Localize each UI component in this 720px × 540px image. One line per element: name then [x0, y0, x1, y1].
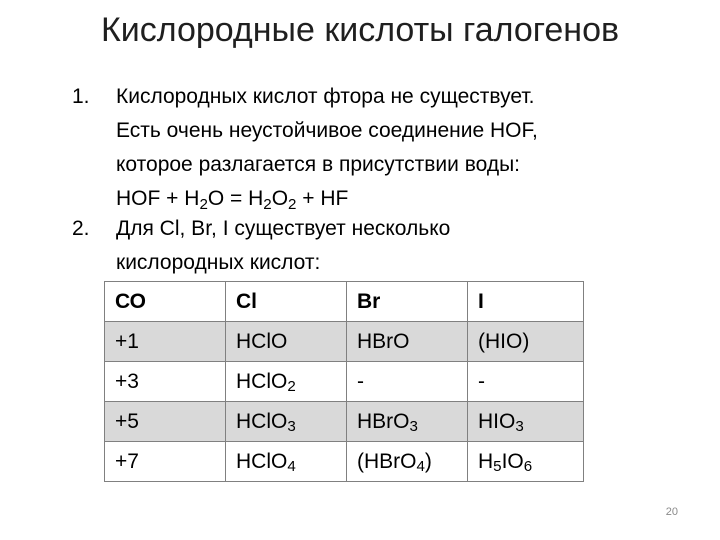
iodine-acid-cell: -	[468, 362, 584, 402]
chlorine-acid-cell: HClO$_2$	[226, 362, 347, 402]
list-item-2	[72, 212, 672, 280]
chlorine-acid-cell: HClO$_4$	[226, 442, 347, 482]
iodine-acid-cell: $HIO_3$	[468, 402, 584, 442]
header-bromine: Br	[347, 282, 468, 322]
table-row	[105, 322, 584, 362]
oxoacids-table	[104, 281, 584, 482]
oxidation-state-cell: +7	[105, 442, 226, 482]
oxidation-state-cell: +1	[105, 322, 226, 362]
reaction-equation: HOF + $H_2O = H_2O_2$ + HF	[116, 187, 349, 213]
list-item-line: Для Cl, Br, I существует несколько	[116, 217, 451, 240]
list-item-1	[72, 80, 672, 216]
bromine-acid-cell: HBrO	[347, 322, 468, 362]
table-row	[105, 442, 584, 482]
header-chlorine: Cl	[226, 282, 347, 322]
bromine-acid-cell: (HBrO$_4$)	[347, 442, 468, 482]
header-iodine: I	[468, 282, 584, 322]
page-number: 20	[665, 506, 678, 518]
oxidation-state-cell: +3	[105, 362, 226, 402]
list-item-line: Кислородных кислот фтора не существует.	[116, 85, 535, 108]
list-item-line: Есть очень неустойчивое соединение HOF,	[116, 119, 538, 142]
chlorine-acid-cell: HClO$_3$	[226, 402, 347, 442]
table-row	[105, 362, 584, 402]
table-header-row	[105, 282, 584, 322]
oxidation-state-cell: +5	[105, 402, 226, 442]
bromine-acid-cell: HBrO$_3$	[347, 402, 468, 442]
list-item-number: 2.	[72, 217, 90, 240]
list-item-number: 1.	[72, 85, 90, 108]
table-row	[105, 402, 584, 442]
iodine-acid-cell: $H_5IO_6$	[468, 442, 584, 482]
list-item-line: кислородных кислот:	[116, 251, 321, 274]
list-item-line: которое разлагается в присутствии воды:	[116, 153, 521, 176]
slide-title: Кислородные кислоты галогенов	[100, 11, 620, 49]
chlorine-acid-cell: HClO	[226, 322, 347, 362]
header-oxidation-state: СО	[105, 282, 226, 322]
iodine-acid-cell: (HIO)	[468, 322, 584, 362]
bromine-acid-cell: -	[347, 362, 468, 402]
